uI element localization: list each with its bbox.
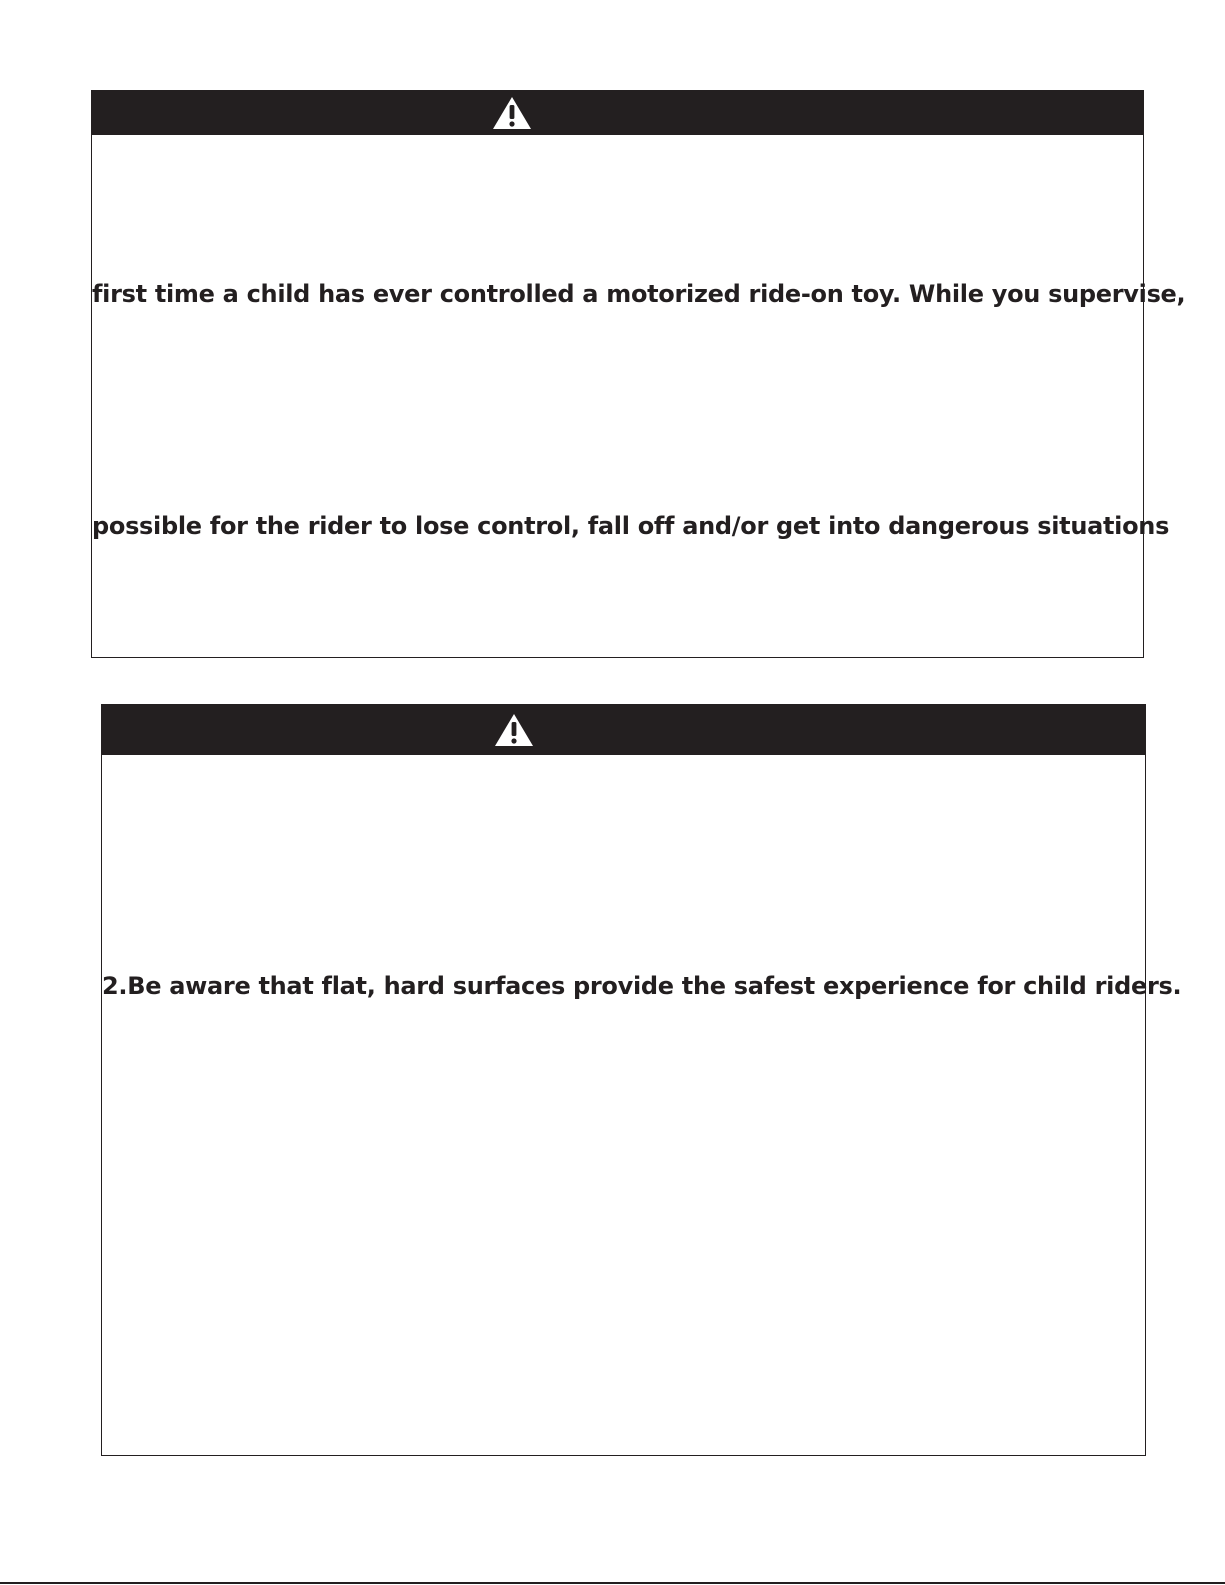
warning-text-line: 2.Be aware that flat, hard surfaces provide the safest experience for child riders. [102,972,1182,1000]
warning-text-line: possible for the rider to lose control, fall off and/or get into dangerous situations [92,512,1170,540]
warning-triangle-icon [494,713,534,747]
page-bottom-rule [0,1582,1225,1584]
warning-triangle-icon [492,96,532,130]
warning-panel-1 [91,90,1186,658]
warning-header-bar [92,91,1143,135]
warning-panel-2 [101,704,1182,1456]
warning-text-line: first time a child has ever controlled a motorized ride-on toy. While you supervise, [92,280,1186,308]
warning-header-bar [102,705,1145,755]
